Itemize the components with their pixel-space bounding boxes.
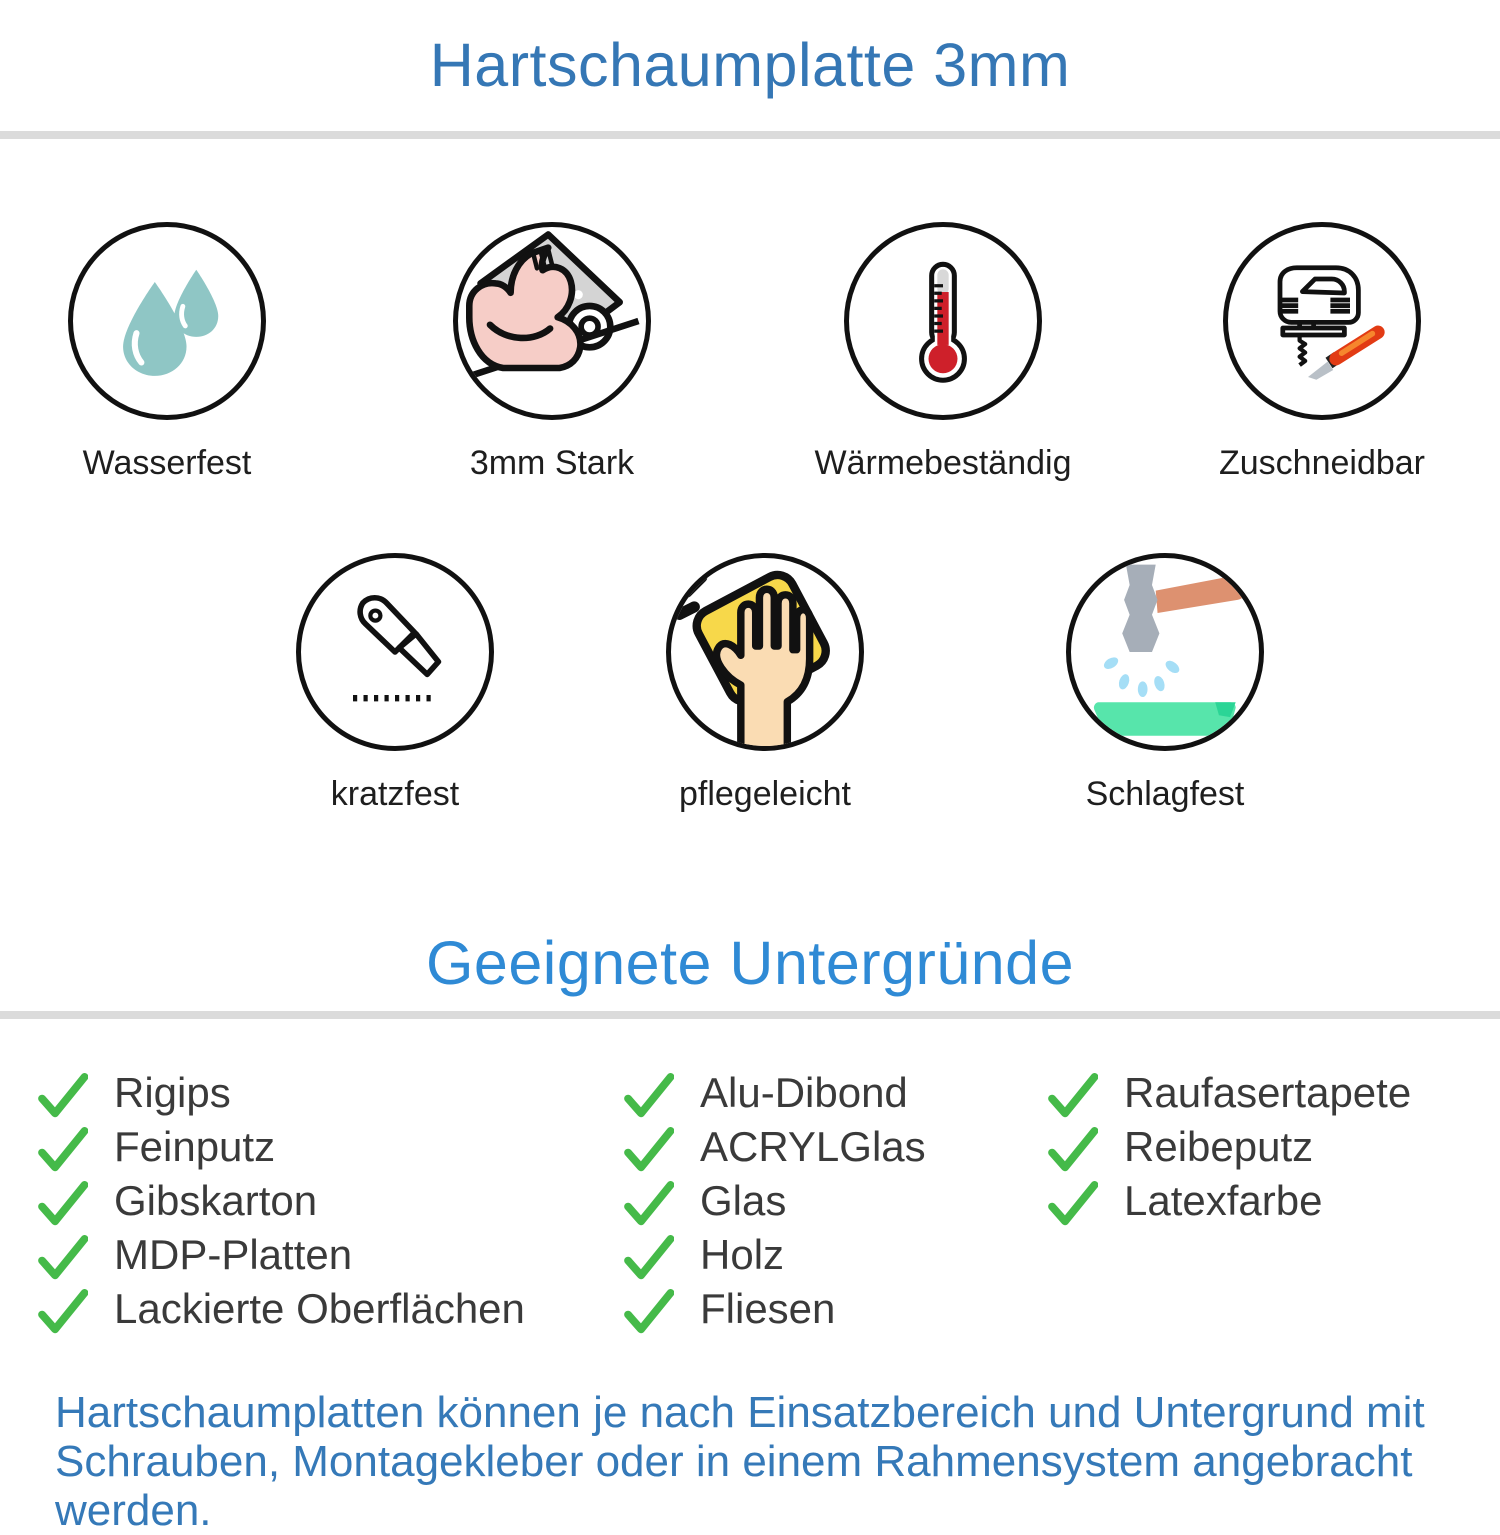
substrate-label: MDP-Platten <box>114 1231 353 1278</box>
substrate-label: Holz <box>700 1231 785 1278</box>
check-icon <box>622 1070 674 1122</box>
divider-line <box>0 1011 1500 1019</box>
check-icon <box>1046 1178 1098 1230</box>
feature-circle <box>666 553 864 751</box>
thermometer-icon <box>880 258 1006 384</box>
feature-label: Wasserfest <box>82 444 252 482</box>
list-item <box>1046 1066 1411 1120</box>
substrate-column-2 <box>622 1066 926 1336</box>
substrate-label: Glas <box>700 1177 787 1224</box>
list-item <box>622 1066 926 1120</box>
feature-label: pflegeleicht <box>678 775 851 813</box>
hammer-icon <box>1072 559 1258 745</box>
muscle-arm-icon <box>458 226 646 416</box>
check-icon <box>36 1070 88 1122</box>
feature-circle <box>296 553 494 751</box>
substrate-label: Reibeputz <box>1124 1123 1314 1170</box>
list-item <box>36 1066 525 1120</box>
substrate-label: Feinputz <box>114 1123 276 1170</box>
substrate-label: Fliesen <box>700 1285 836 1332</box>
check-icon <box>1046 1124 1098 1176</box>
list-item <box>1046 1174 1411 1228</box>
feature-label: Zuschneidbar <box>1218 444 1425 482</box>
list-item <box>622 1174 926 1228</box>
substrate-column-1 <box>36 1066 525 1336</box>
footer-line-1: Hartschaumplatten können je nach Einsatzbereich und Untergrund mit <box>55 1388 1425 1437</box>
substrate-column-3 <box>1046 1066 1411 1228</box>
substrate-label: Alu-Dibond <box>700 1069 908 1116</box>
check-icon <box>1046 1070 1098 1122</box>
feature-circle <box>1066 553 1264 751</box>
feature-3mm-strong <box>382 222 722 483</box>
feature-waterproof <box>0 222 337 483</box>
check-icon <box>622 1232 674 1284</box>
list-item <box>36 1228 525 1282</box>
feature-label: Schlagfest <box>1085 775 1245 813</box>
check-icon <box>622 1286 674 1338</box>
list-item <box>36 1174 525 1228</box>
feature-easy-care <box>595 553 935 814</box>
divider-line <box>0 131 1500 139</box>
feature-label: 3mm Stark <box>469 444 635 482</box>
water-drops-icon <box>106 260 228 382</box>
feature-impact-resistant <box>995 553 1335 814</box>
feature-circle <box>68 222 266 420</box>
feature-cuttable <box>1152 222 1492 483</box>
jigsaw-icon <box>1252 251 1392 391</box>
substrate-label: Gibskarton <box>114 1177 318 1224</box>
feature-scratch-resistant <box>225 553 565 814</box>
substrate-label: Latexfarbe <box>1124 1177 1323 1224</box>
utility-knife-icon <box>325 582 465 722</box>
list-item <box>622 1282 926 1336</box>
feature-label: kratzfest <box>330 775 460 813</box>
list-item <box>622 1120 926 1174</box>
substrate-label: ACRYLGlas <box>700 1123 926 1170</box>
check-icon <box>622 1124 674 1176</box>
feature-heat-resistant <box>773 222 1113 483</box>
check-icon <box>36 1124 88 1176</box>
feature-circle <box>1223 222 1421 420</box>
check-icon <box>36 1178 88 1230</box>
check-icon <box>36 1286 88 1338</box>
list-item <box>622 1228 926 1282</box>
check-icon <box>622 1178 674 1230</box>
feature-label: Wärmebeständig <box>814 444 1072 482</box>
substrate-label: Lackierte Oberflächen <box>114 1285 525 1332</box>
list-item <box>36 1282 525 1336</box>
page-title: Hartschaumplatte 3mm <box>429 31 1071 99</box>
list-item <box>36 1120 525 1174</box>
wiping-hand-icon <box>672 566 858 751</box>
feature-circle <box>844 222 1042 420</box>
footer-note <box>55 1388 1500 1535</box>
substrate-label: Rigips <box>114 1069 231 1116</box>
check-icon <box>36 1232 88 1284</box>
feature-circle <box>453 222 651 420</box>
section-title-substrates: Geeignete Untergründe <box>425 929 1075 997</box>
list-item <box>1046 1120 1411 1174</box>
substrate-label: Raufasertapete <box>1124 1069 1412 1116</box>
footer-line-2: Schrauben, Montagekleber oder in einem Rahmensystem angebracht werden. <box>55 1437 1413 1535</box>
